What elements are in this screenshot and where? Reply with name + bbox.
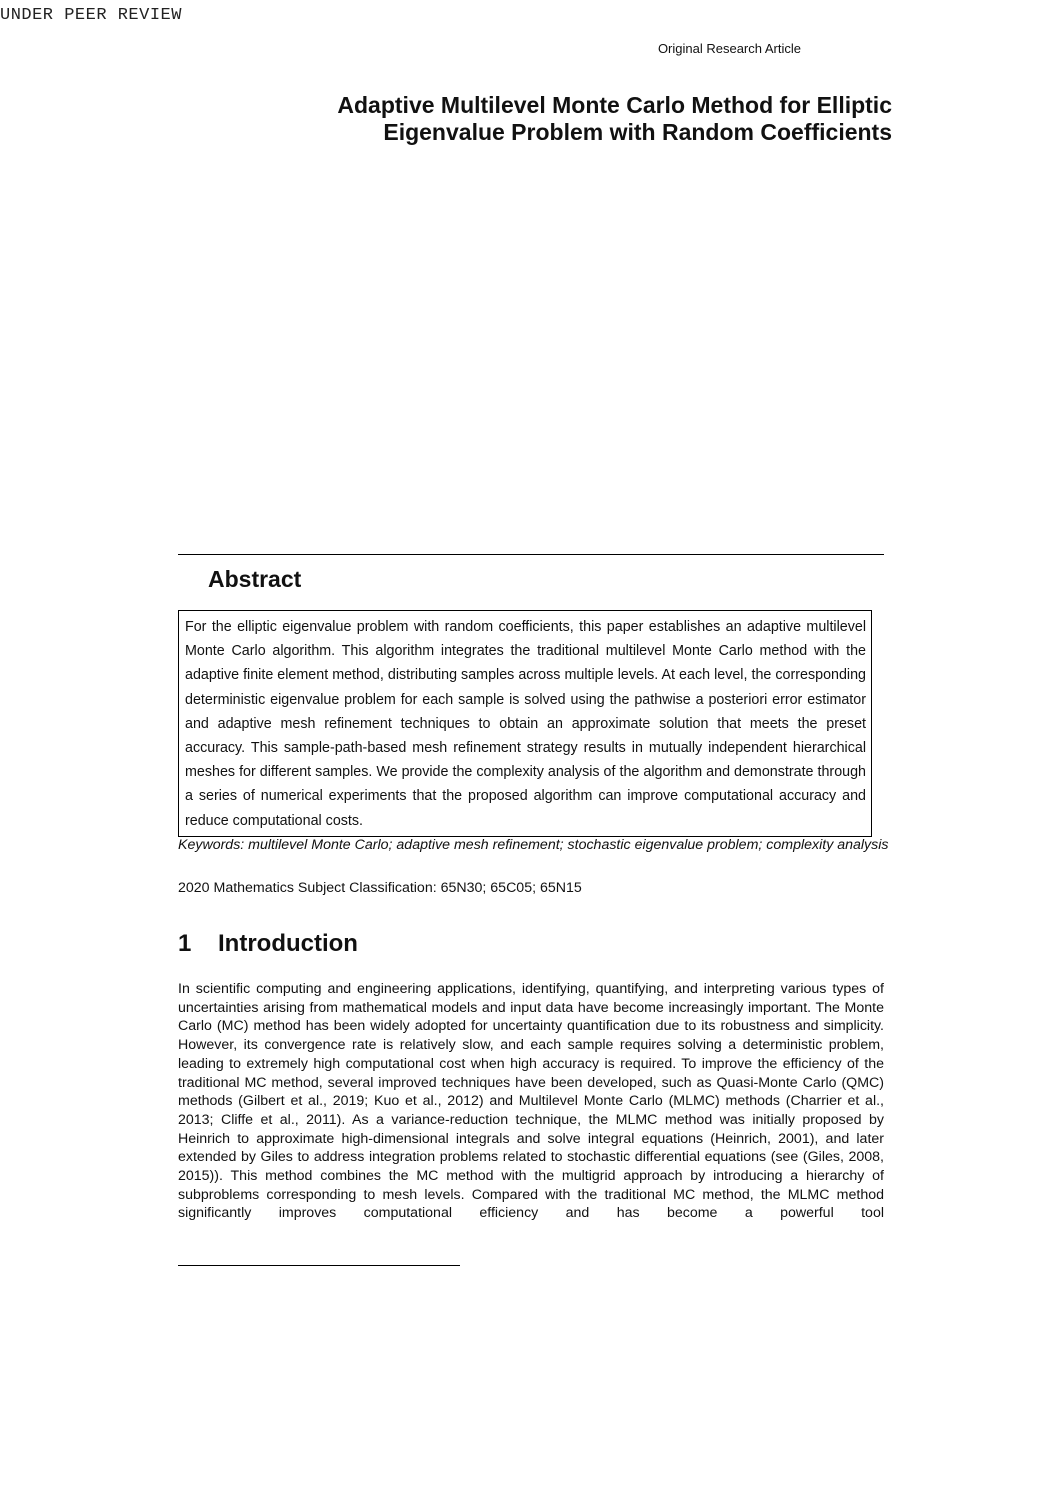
abstract-top-rule [178,554,884,555]
section-number: 1 [178,930,192,957]
introduction-paragraph: In scientific computing and engineering applications, identifying, quantifying, and interpreting various types of uncertainties arising from mathematical models and input data have become increasingly important. The Monte Carlo (MC) method has been widely adopted for uncertainty quantification due to its robustness and simplicity. However, its convergence rate is relatively slow, and each sample requires solving a deterministic problem, leading to extremely high computational cost when high accuracy is required. To improve the efficiency of the traditional MC method, several improved techniques have been developed, such as Quasi-Monte Carlo (QMC) methods (Gilbert et al., 2019; Kuo et al., 2012) and Multilevel Monte Carlo (MLMC) methods (Charrier et al., 2013; Cliffe et al., 2011). As a variance-reduction technique, the MLMC method was initially proposed by Heinrich to approximate high-dimensional integrals and solve integral equations (Heinrich, 2001), and later extended by Giles to address integration problems related to stochastic differential equations (see (Giles, 2008, 2015)). This method combines the MC method with the multigrid approach by introducing a hierarchy of subproblems corresponding to mesh levels. Compared with the traditional MC method, the MLMC method significantly improves computational efficiency and has become a powerful tool [178,981,884,1222]
footnote-rule [178,1265,460,1266]
article-type-label: Original Research Article [657,41,801,56]
section-title: Introduction [218,930,358,957]
keywords: Keywords: multilevel Monte Carlo; adaptive mesh refinement; stochastic eigenvalue problem; complexity analysis [178,837,889,853]
subject-classification: 2020 Mathematics Subject Classification: 65N30; 65C05; 65N15 [178,880,582,896]
watermark: UNDER PEER REVIEW [0,6,182,25]
paper-title [192,92,892,146]
section-heading-introduction [178,930,358,958]
abstract-body: For the elliptic eigenvalue problem with random coefficients, this paper establishes an adaptive multilevel Monte Carlo algorithm. This algorithm integrates the traditional multilevel Monte Carlo method with the adaptive finite element method, distributing samples across multiple levels. At each level, the corresponding deterministic eigenvalue problem for each sample is solved using the pathwise a posteriori error estimator and adaptive mesh refinement techniques to obtain an approximate solution that meets the preset accuracy. This sample-path-based mesh refinement strategy results in mutually independent hierarchical meshes for different samples. We provide the complexity analysis of the algorithm and demonstrate through a series of numerical experiments that the proposed algorithm can improve computational accuracy and reduce computational costs. [178,610,872,837]
paper-title-line-2: Eigenvalue Problem with Random Coefficients [383,119,892,145]
paper-title-line-1: Adaptive Multilevel Monte Carlo Method for Elliptic [337,92,892,118]
abstract-heading: Abstract [208,566,302,592]
